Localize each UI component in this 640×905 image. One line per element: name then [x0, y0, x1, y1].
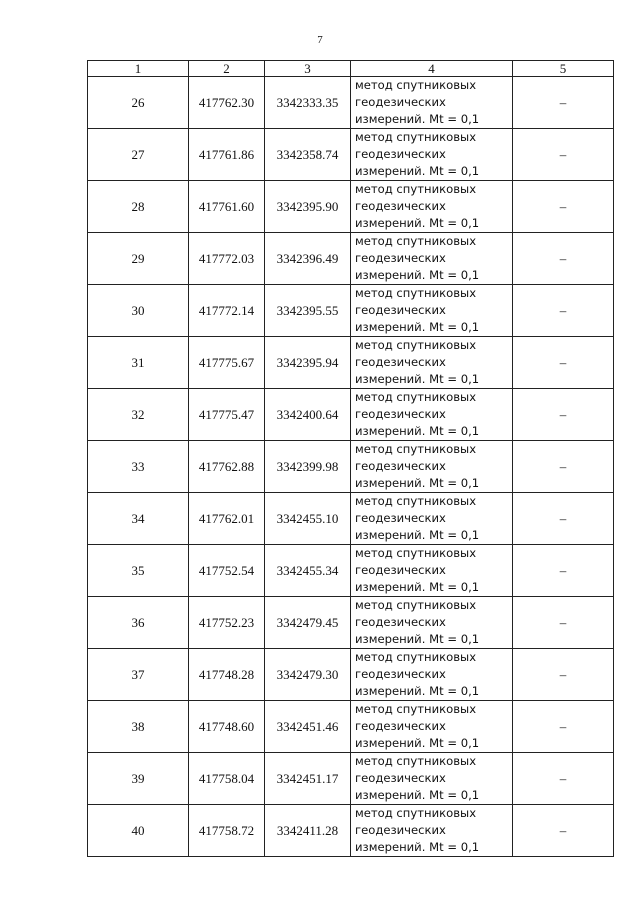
column-5-value: – [513, 337, 614, 389]
column-5-value: – [513, 701, 614, 753]
method-line-2: геодезических [355, 251, 446, 265]
method-line-2: геодезических [355, 95, 446, 109]
x-coordinate: 417772.03 [189, 233, 265, 285]
method-description [351, 753, 513, 805]
table-row [88, 545, 614, 597]
method-line-3: измерений. Mt = 0,1 [355, 164, 480, 178]
method-line-1: метод спутниковых [355, 390, 477, 404]
point-number: 35 [88, 545, 189, 597]
column-header-2: 2 [189, 61, 265, 77]
method-line-2: геодезических [355, 303, 446, 317]
y-coordinate: 3342396.49 [265, 233, 351, 285]
x-coordinate: 417748.28 [189, 649, 265, 701]
method-line-2: геодезических [355, 667, 446, 681]
method-line-1: метод спутниковых [355, 650, 477, 664]
method-description [351, 493, 513, 545]
point-number: 27 [88, 129, 189, 181]
table-row [88, 389, 614, 441]
column-5-value: – [513, 389, 614, 441]
y-coordinate: 3342399.98 [265, 441, 351, 493]
column-5-value: – [513, 753, 614, 805]
point-number: 31 [88, 337, 189, 389]
column-5-value: – [513, 285, 614, 337]
method-line-2: геодезических [355, 407, 446, 421]
x-coordinate: 417762.01 [189, 493, 265, 545]
y-coordinate: 3342455.34 [265, 545, 351, 597]
method-line-2: геодезических [355, 355, 446, 369]
table-row [88, 337, 614, 389]
method-description [351, 441, 513, 493]
x-coordinate: 417752.54 [189, 545, 265, 597]
x-coordinate: 417752.23 [189, 597, 265, 649]
y-coordinate: 3342451.46 [265, 701, 351, 753]
x-coordinate: 417758.04 [189, 753, 265, 805]
method-description [351, 389, 513, 441]
method-line-1: метод спутниковых [355, 806, 477, 820]
method-line-1: метод спутниковых [355, 598, 477, 612]
method-line-3: измерений. Mt = 0,1 [355, 268, 480, 282]
method-description [351, 805, 513, 857]
column-5-value: – [513, 649, 614, 701]
table-row [88, 285, 614, 337]
method-line-2: геодезических [355, 771, 446, 785]
point-number: 37 [88, 649, 189, 701]
table-row [88, 701, 614, 753]
method-line-1: метод спутниковых [355, 182, 477, 196]
column-5-value: – [513, 77, 614, 129]
method-line-3: измерений. Mt = 0,1 [355, 684, 480, 698]
x-coordinate: 417758.72 [189, 805, 265, 857]
y-coordinate: 3342455.10 [265, 493, 351, 545]
method-description [351, 337, 513, 389]
method-line-1: метод спутниковых [355, 286, 477, 300]
y-coordinate: 3342395.90 [265, 181, 351, 233]
page-number: 7 [317, 34, 323, 46]
method-line-1: метод спутниковых [355, 78, 477, 92]
y-coordinate: 3342395.94 [265, 337, 351, 389]
method-line-1: метод спутниковых [355, 546, 477, 560]
table-row [88, 805, 614, 857]
column-5-value: – [513, 129, 614, 181]
column-header-3: 3 [265, 61, 351, 77]
method-description [351, 181, 513, 233]
column-5-value: – [513, 233, 614, 285]
y-coordinate: 3342479.45 [265, 597, 351, 649]
x-coordinate: 417762.30 [189, 77, 265, 129]
method-line-2: геодезических [355, 147, 446, 161]
y-coordinate: 3342400.64 [265, 389, 351, 441]
table-row [88, 181, 614, 233]
method-line-1: метод спутниковых [355, 234, 477, 248]
point-number: 34 [88, 493, 189, 545]
method-line-3: измерений. Mt = 0,1 [355, 372, 480, 386]
point-number: 28 [88, 181, 189, 233]
point-number: 29 [88, 233, 189, 285]
coordinates-table [87, 60, 614, 857]
table-row [88, 493, 614, 545]
point-number: 38 [88, 701, 189, 753]
y-coordinate: 3342411.28 [265, 805, 351, 857]
x-coordinate: 417775.67 [189, 337, 265, 389]
method-line-2: геодезических [355, 823, 446, 837]
method-line-2: геодезических [355, 563, 446, 577]
method-description [351, 77, 513, 129]
point-number: 26 [88, 77, 189, 129]
column-5-value: – [513, 597, 614, 649]
method-description [351, 545, 513, 597]
method-line-2: геодезических [355, 199, 446, 213]
method-line-1: метод спутниковых [355, 494, 477, 508]
method-line-3: измерений. Mt = 0,1 [355, 216, 480, 230]
table-row [88, 649, 614, 701]
table-row [88, 441, 614, 493]
method-line-3: измерений. Mt = 0,1 [355, 632, 480, 646]
column-5-value: – [513, 181, 614, 233]
method-line-3: измерений. Mt = 0,1 [355, 788, 480, 802]
y-coordinate: 3342451.17 [265, 753, 351, 805]
method-line-3: измерений. Mt = 0,1 [355, 112, 480, 126]
table-body [88, 77, 614, 857]
point-number: 40 [88, 805, 189, 857]
method-description [351, 285, 513, 337]
method-line-1: метод спутниковых [355, 754, 477, 768]
method-line-3: измерений. Mt = 0,1 [355, 528, 480, 542]
point-number: 39 [88, 753, 189, 805]
method-description [351, 701, 513, 753]
method-description [351, 129, 513, 181]
method-description [351, 597, 513, 649]
method-line-2: геодезических [355, 615, 446, 629]
table-row [88, 233, 614, 285]
method-description [351, 649, 513, 701]
method-line-1: метод спутниковых [355, 442, 477, 456]
column-5-value: – [513, 805, 614, 857]
column-header-4: 4 [351, 61, 513, 77]
x-coordinate: 417772.14 [189, 285, 265, 337]
method-line-1: метод спутниковых [355, 338, 477, 352]
point-number: 36 [88, 597, 189, 649]
table-row [88, 753, 614, 805]
method-line-1: метод спутниковых [355, 130, 477, 144]
x-coordinate: 417748.60 [189, 701, 265, 753]
method-description [351, 233, 513, 285]
y-coordinate: 3342358.74 [265, 129, 351, 181]
column-5-value: – [513, 545, 614, 597]
method-line-1: метод спутниковых [355, 702, 477, 716]
method-line-2: геодезических [355, 511, 446, 525]
table-header-row [88, 61, 614, 77]
x-coordinate: 417761.60 [189, 181, 265, 233]
method-line-3: измерений. Mt = 0,1 [355, 840, 480, 854]
table-row [88, 77, 614, 129]
point-number: 32 [88, 389, 189, 441]
y-coordinate: 3342333.35 [265, 77, 351, 129]
x-coordinate: 417761.86 [189, 129, 265, 181]
point-number: 30 [88, 285, 189, 337]
method-line-2: геодезических [355, 459, 446, 473]
column-header-5: 5 [513, 61, 614, 77]
x-coordinate: 417775.47 [189, 389, 265, 441]
x-coordinate: 417762.88 [189, 441, 265, 493]
method-line-3: измерений. Mt = 0,1 [355, 320, 480, 334]
y-coordinate: 3342395.55 [265, 285, 351, 337]
method-line-3: измерений. Mt = 0,1 [355, 476, 480, 490]
method-line-2: геодезических [355, 719, 446, 733]
table-row [88, 129, 614, 181]
column-5-value: – [513, 441, 614, 493]
method-line-3: измерений. Mt = 0,1 [355, 424, 480, 438]
method-line-3: измерений. Mt = 0,1 [355, 736, 480, 750]
method-line-3: измерений. Mt = 0,1 [355, 580, 480, 594]
column-header-1: 1 [88, 61, 189, 77]
column-5-value: – [513, 493, 614, 545]
y-coordinate: 3342479.30 [265, 649, 351, 701]
table-row [88, 597, 614, 649]
point-number: 33 [88, 441, 189, 493]
